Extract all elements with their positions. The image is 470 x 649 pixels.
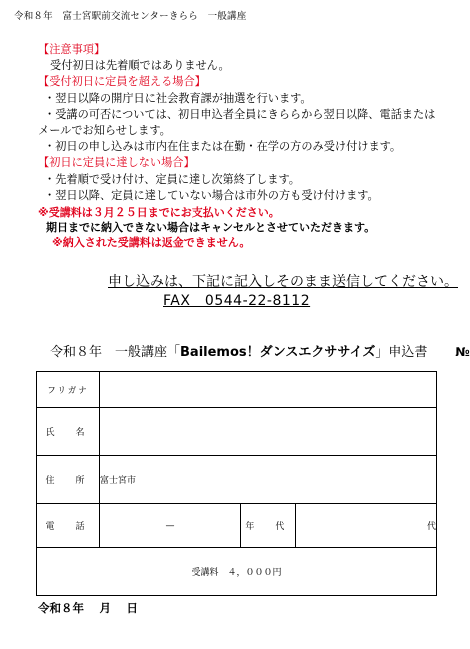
no-refund-note: ※納入された受講料は返金できません。 bbox=[52, 236, 251, 249]
address-field[interactable]: 富士宮市 bbox=[100, 456, 437, 504]
submit-instruction: 申し込みは、下記に記入しそのまま送信してください。 bbox=[108, 274, 458, 290]
fax-instructions bbox=[108, 273, 462, 311]
name-label: 氏 名 bbox=[37, 408, 100, 456]
over-capacity-text-3: メールでお知らせします。 bbox=[38, 124, 171, 138]
fee-row bbox=[37, 548, 437, 596]
address-row bbox=[37, 456, 437, 504]
age-field[interactable]: 代 bbox=[295, 504, 436, 548]
form-title-prefix: 令和８年 一般講座「 bbox=[50, 345, 181, 360]
form-number-label: № bbox=[455, 345, 470, 359]
phone-row bbox=[37, 504, 437, 548]
fax-number: FAX 0544-22-8112 bbox=[163, 293, 311, 309]
course-name: Bailemos！ダンスエクササイズ bbox=[180, 345, 376, 360]
fee-cell: 受講料 ４，０００円 bbox=[37, 548, 437, 596]
under-capacity-text-1: ・先着順で受け付け、定員に達し次第終了します。 bbox=[44, 172, 300, 186]
payment-cancel-note: 期日までに納入できない場合はキャンセルとさせていただきます。 bbox=[46, 221, 376, 234]
caution-text: 受付初日は先着順ではありません。 bbox=[50, 59, 230, 73]
name-row bbox=[37, 408, 437, 456]
payment-deadline: ※受講料は３月２５日までにお支払いください。 bbox=[38, 206, 280, 219]
phone-field[interactable]: — bbox=[100, 504, 241, 548]
application-form-table bbox=[36, 371, 437, 596]
over-capacity-text-4: ・初日の申し込みは市内在住または在勤・在学の方のみ受け付けます。 bbox=[44, 140, 402, 154]
furigana-row bbox=[37, 372, 437, 408]
notice-section bbox=[38, 42, 435, 204]
name-field[interactable] bbox=[100, 408, 437, 456]
over-capacity-text-1: ・翌日以降の開庁日に社会教育課が抽選を行います。 bbox=[44, 91, 312, 105]
form-title bbox=[50, 341, 470, 360]
caution-heading: 【注意事項】 bbox=[38, 43, 106, 56]
under-capacity-heading: 【初日に定員に達しない場合】 bbox=[38, 156, 195, 170]
date-line: 令和８年 月 日 bbox=[38, 601, 139, 615]
document-header: 令和８年 富士宮駅前交流センターきらら 一般講座 bbox=[14, 11, 247, 22]
age-label: 年 代 bbox=[240, 504, 295, 548]
phone-label: 電 話 bbox=[37, 504, 100, 548]
furigana-field[interactable] bbox=[100, 372, 437, 408]
address-label: 住 所 bbox=[37, 456, 100, 504]
furigana-label: フリガナ bbox=[37, 372, 100, 408]
over-capacity-text-2: ・受講の可否については、初日申込者全員にきららから翌日以降、電話または bbox=[44, 107, 436, 121]
payment-notice bbox=[38, 205, 375, 250]
over-capacity-heading: 【受付初日に定員を超える場合】 bbox=[38, 75, 206, 89]
form-title-suffix: 」申込書 bbox=[375, 345, 428, 360]
under-capacity-text-2: ・翌日以降、定員に達していない場合は市外の方も受け付けます。 bbox=[44, 188, 379, 202]
